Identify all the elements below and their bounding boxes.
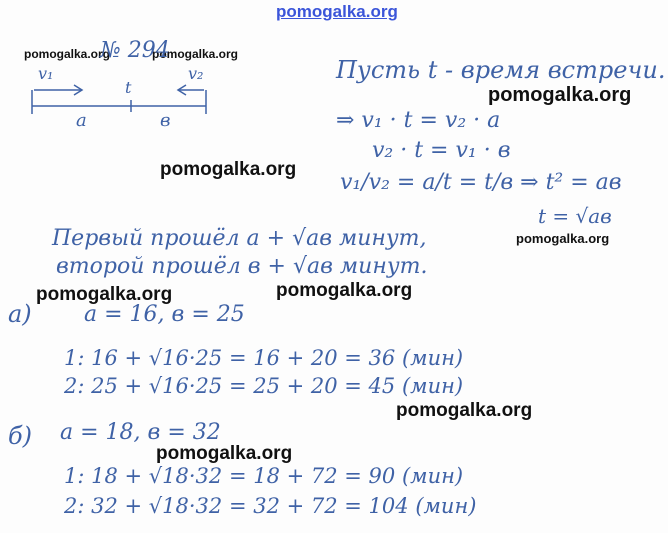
watermark: pomogalka.org [488,84,632,106]
root-equation: t = √aв [538,204,612,228]
segment-label: в [160,110,171,131]
part-label: б) [8,422,33,450]
equation: v₂ · t = v₁ · в [372,138,511,163]
intro-text: Пусть t - время встречи. [336,56,666,84]
watermark: pomogalka.org [36,284,173,305]
result-line: 1: 16 + √16·25 = 16 + 20 = 36 (мин) [64,346,464,370]
result-line: 2: 25 + √16·25 = 25 + 20 = 45 (мин) [64,374,464,398]
part-label: а) [8,300,32,328]
watermark-top[interactable]: pomogalka.org [276,2,398,21]
problem-number: № 294 [100,38,170,63]
watermark: pomogalka.org [152,47,239,61]
given-values: a = 18, в = 32 [60,420,221,445]
ratio-equation: v₁/v₂ = a/t = t/в ⇒ t² = aв [340,170,622,195]
time-label: t [125,78,132,97]
watermark: pomogalka.org [396,400,533,421]
equation: ⇒ v₁ · t = v₂ · a [336,108,501,133]
watermark: pomogalka.org [160,159,297,180]
velocity-label: v₁ [38,64,54,83]
velocity-label: v₂ [188,64,204,83]
result-line: 1: 18 + √18·32 = 18 + 72 = 90 (мин) [64,464,464,488]
segment-label: a [76,110,87,131]
watermark: pomogalka.org [24,47,111,61]
given-values: a = 16, в = 25 [84,302,245,327]
conclusion-line: Первый прошёл a + √aв минут, [52,226,427,251]
watermark: pomogalka.org [276,280,413,301]
conclusion-line: второй прошёл в + √aв минут. [56,254,428,279]
result-line: 2: 32 + √18·32 = 32 + 72 = 104 (мин) [64,494,477,518]
watermark: pomogalka.org [516,231,610,246]
watermark: pomogalka.org [156,443,293,464]
